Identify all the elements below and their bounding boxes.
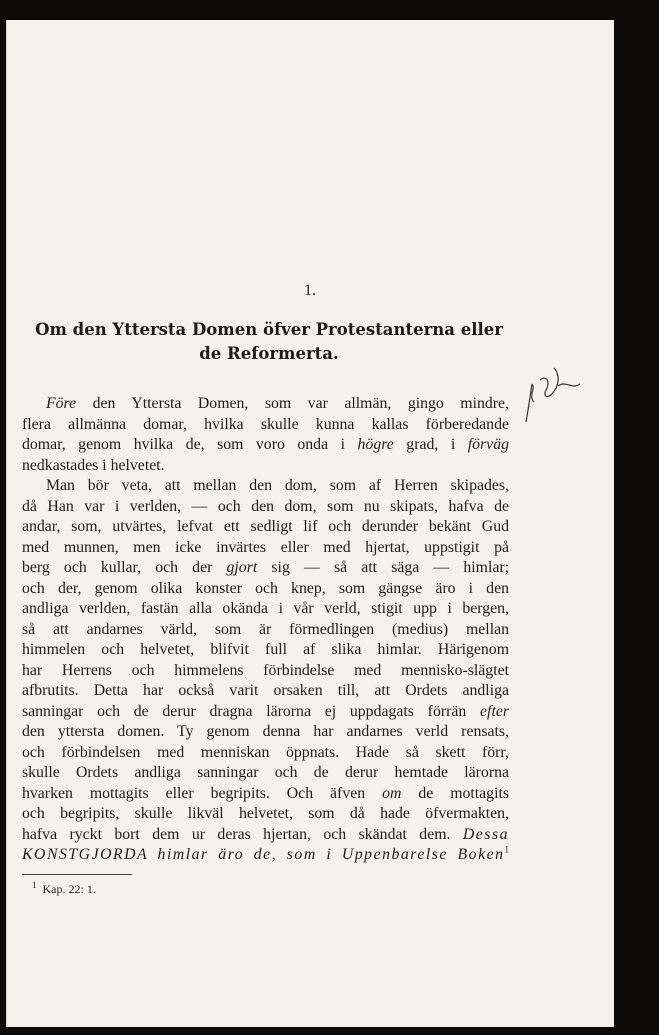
text-line: och förbindelsen med menniskan öppnats. Hade så skett förr, — [22, 743, 509, 761]
text-line: har Herrens och himmelens förbindelse med mennisko-slägtet — [22, 661, 509, 679]
italic-word: Före — [46, 395, 77, 412]
text-line: med munnen, men icke invärtes eller med hjertat, uppstigit på — [22, 538, 509, 556]
italic-word: gjort — [226, 559, 258, 576]
text-line: himmelen och helvetet, blifvit full af slika himlar. Härigenom — [22, 641, 509, 658]
italic-line: KONSTGJORDA himlar äro de, som i Uppenbarelse Boken — [22, 846, 505, 863]
text-line: den yttersta domen. Ty genom denna har andarnes verld rensats, — [22, 723, 509, 740]
italic-word: förväg — [467, 436, 509, 453]
text-span: sig — så att säga — himlar; — [257, 559, 509, 576]
text-line — [22, 394, 509, 415]
chapter-title-line-1: Om den Yttersta Domen öfver Protestanterna eller — [35, 320, 503, 339]
text-line — [22, 435, 509, 456]
book-page — [6, 20, 614, 1027]
chapter-title — [24, 318, 514, 366]
footnote-text: Kap. 22: 1. — [42, 882, 96, 896]
chapter-title-line-2: de Reformerta. — [199, 344, 339, 363]
text-line: så att andarnes värld, som är förmedlingen (medius) mellan — [22, 620, 509, 638]
text-line: och begripits, skulle likväl helvetet, som då hade öfvermakten, — [22, 805, 509, 822]
text-line — [22, 784, 509, 805]
text-span: hvarken mottagits eller begripits. Och äfven — [22, 784, 383, 802]
paragraph-2 — [22, 476, 509, 866]
text-span: domar, genom hvilka de, som voro onda i — [22, 436, 358, 453]
italic-word: Dessa — [462, 825, 509, 843]
footnote-reference: 1 — [504, 844, 509, 855]
paragraph-1 — [22, 394, 509, 476]
text-line: och der, genom olika konster och knep, som gängse äro i den — [22, 579, 509, 597]
text-line: nedkastades i helvetet. — [22, 456, 165, 474]
text-line: då Han var i verlden, — och den dom, som nu skipats, hafva de — [22, 497, 509, 515]
text-line — [22, 558, 509, 579]
text-span: den Yttersta Domen, som var allmän, gingo mindre, — [76, 395, 509, 412]
footnote-marker: 1 — [32, 880, 37, 890]
italic-word: efter — [480, 702, 509, 720]
text-line: andar, som, utvärtes, lefvat ett sedligt lif och derunder bekänt Gud — [22, 518, 509, 535]
text-line — [22, 702, 509, 723]
footnote — [32, 882, 96, 897]
text-line — [22, 825, 509, 846]
text-line: afbrutits. Detta har också varit orsaken till, att Ordets andliga — [22, 682, 509, 699]
text-line: andliga verlden, fastän alla okända i vår verld, stigit upp i bergen, — [22, 600, 509, 617]
text-line — [22, 845, 509, 866]
text-span: sanningar och de derur dragna lärorna ej uppdagats förrän — [22, 702, 481, 720]
text-span: hafva ryckt bort dem ur deras hjertan, och skändat dem. — [22, 825, 463, 843]
text-line: Man bör veta, att mellan den dom, som af Herren skipades, — [46, 477, 509, 494]
text-line: skulle Ordets andliga sanningar och de derur hemtade lärorna — [22, 764, 509, 781]
page-number: 1. — [304, 282, 316, 299]
text-span: de mottagits — [401, 784, 510, 802]
text-span: berg och kullar, och der — [22, 559, 227, 576]
italic-word: om — [382, 784, 402, 802]
text-span: grad, i — [393, 436, 468, 453]
footnote-rule — [22, 874, 132, 875]
text-line: flera allmänna domar, hvilka skulle kunna kallas förberedande — [22, 415, 509, 433]
italic-word: högre — [357, 436, 394, 453]
body-text — [22, 394, 509, 866]
